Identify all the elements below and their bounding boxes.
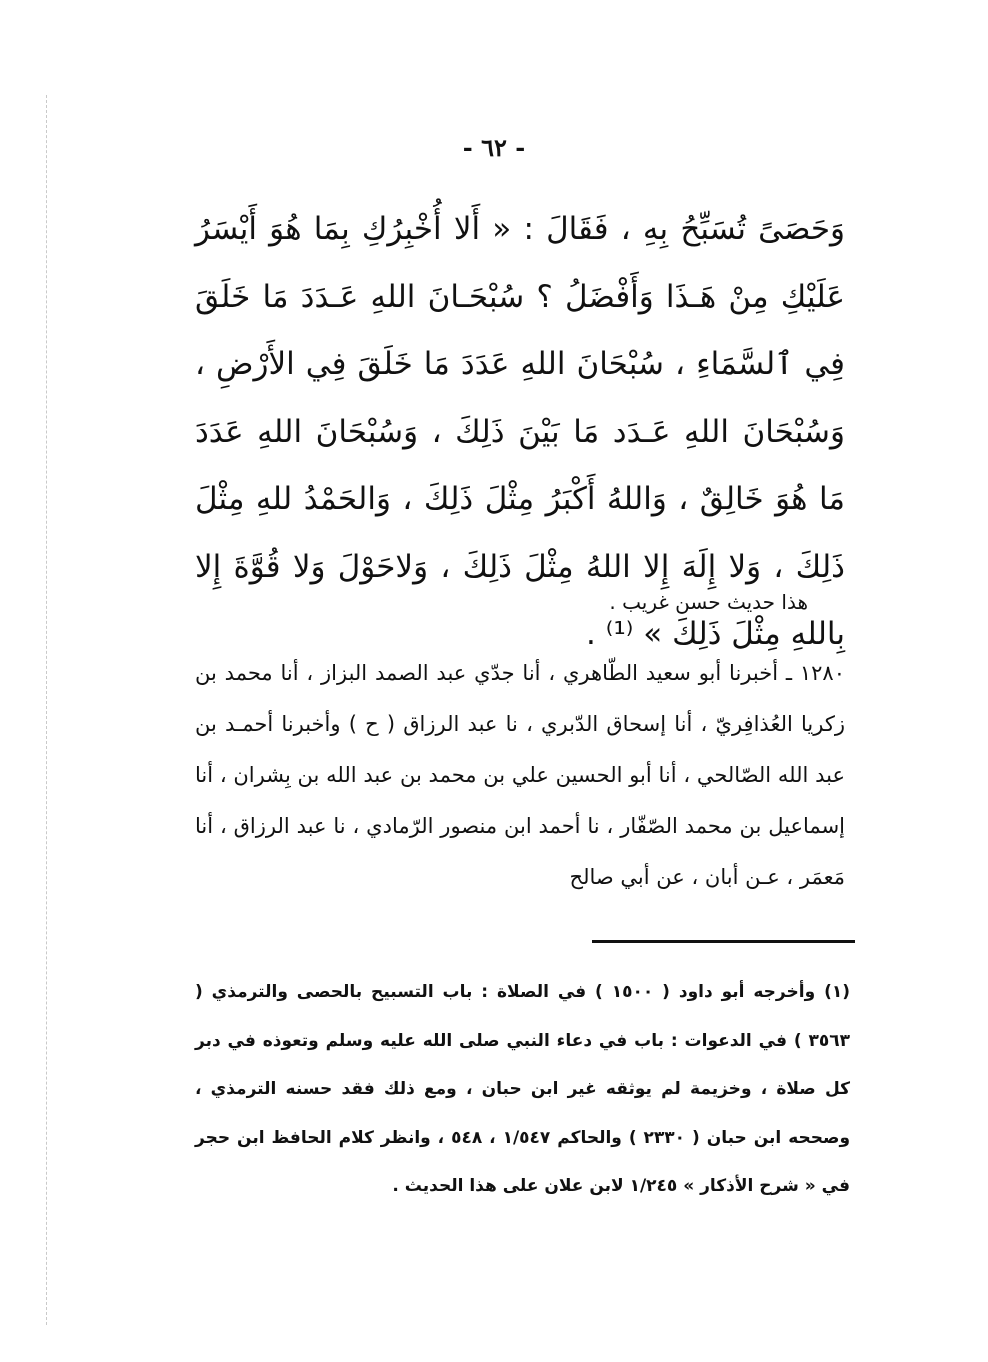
footnote-text: (١) وأخرجه أبو داود ( ١٥٠٠ ) في الصلاة : باب التسبيح بالحصى والترمذي ( ٣٥٦٣ ) في الدعوات : باب في دعاء النبي صلى الله عليه وسلم وتعوذه في دبر كل صلاة ، وخزيمة لم يوثقه غير ابن حبان ، ومع ذلك فقد حسنه الترمذي ، وصححه ابن حبان ( ٢٣٣٠ ) والحاكم ١/٥٤٧ ، ٥٤٨ ، وانظر كلام الحافظ ابن حجر في « شرح الأذكار » ١/٢٤٥ لابن علان على هذا الحديث . (195, 982, 851, 1196)
hadith-isnad-paragraph: ١٢٨٠ ـ أخبرنا أبو سعيد الطّاهري ، أنا جدّي عبد الصمد البزاز ، أنا محمد بن زكريا العُذافِريّ ، أنا إسحاق الدّبري ، نا عبد الرزاق ( ح ) وأخبرنا أحمـد بن عبد الله الصّالحي ، أنا أبو الحسين علي بن محمد بن عبد الله بن بِشران ، أنا إسماعيل بن محمد الصّفّار ، نا أحمد ابن منصور الرّمادي ، نا عبد الرزاق ، أنا مَعمَر ، عـن أبان ، عن أبي صالح (195, 661, 845, 889)
binding-margin-line (46, 95, 47, 1325)
hadith-grading-note: هذا حديث حسن غريب . (609, 590, 808, 614)
page-number: - ٦٢ - (462, 133, 526, 162)
hadith-main-text: وَحَصَىً تُسَبِّحُ بِهِ ، فَقَالَ : « أَلا أُخْبِرُكِ بِمَا هُوَ أَيْسَرُ عَلَيْكِ مِنْ هَـذَا وَأَفْضَلُ ؟ سُبْحَـانَ اللهِ عَـدَدَ مَا خَلَقَ فِي ٱلسَّمَاءِ ، سُبْحَانَ اللهِ عَدَدَ مَا خَلَقَ فِي الأَرْضِ ، وَسُبْحَانَ اللهِ عَـدَد مَا بَيْنَ ذَلِكَ ، وَسُبْحَانَ اللهِ عَدَدَ مَا هُوَ خَالِقٌ ، وَاللهُ أَكْبَرُ مِثْلَ ذَلِكَ ، وَالحَمْدُ للهِ مِثْلَ ذَلِكَ ، وَلا إِلَهَ إِلا اللهُ مِثْلَ ذَلِكَ ، وَلاحَوْلَ وَلا قُوَّةَ إِلا بِاللهِ مِثْلَ ذَلِكَ » ⁽¹⁾ . (195, 211, 845, 652)
footnote-separator (592, 940, 855, 943)
